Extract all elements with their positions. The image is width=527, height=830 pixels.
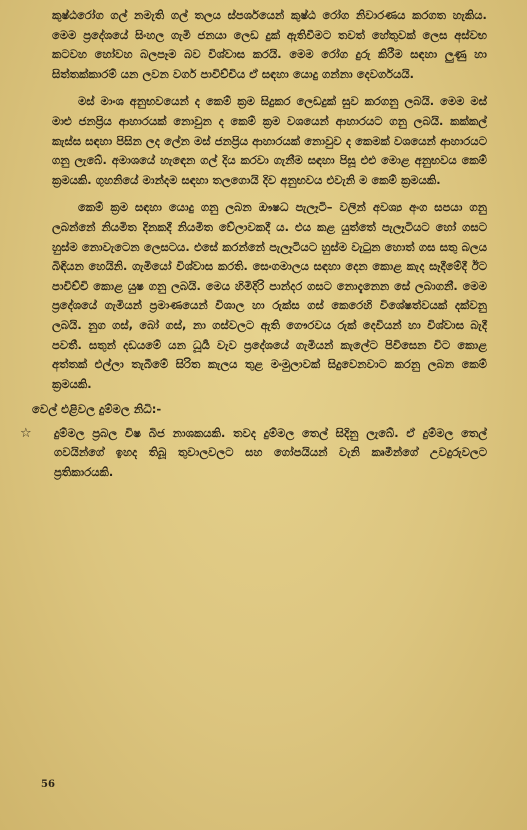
page-number: 56 — [41, 779, 55, 790]
star-icon: ☆ — [20, 425, 32, 441]
section-heading: වෙල් එළිවල දුම්මල නිධි:- — [32, 402, 162, 417]
bullet-text: දුම්මල ප්‍රබල විෂ බිජ නාශකයකි. තවද දුම්මල තෙල් සිදිනු ලැබේ. ඒ දුම්මල තෙල් ගවයින්ගේ ඉහද තිබූ තුවාලවලට සහ ගෝපයියන් වැනි කෘමීන්ගේ උවදුරුවලට ප්‍රතිකාරයකි. — [54, 425, 487, 480]
paragraph-1: කුෂ්ඨරෝග ගල් නමැති ගල් තලය ස්පර්ශයෙන් කුෂ්ඨ රෝග නිවාරණය කරගත හැකිය. මෙම ප්‍රදේශයේ සිංහල ගැමි ජනයා ලෙඩ දුක් ඇතිවීමට තවත් හේතුවක් ලෙස අස්වභ කටවහ හෝවහ බලපෑම බව විශ්වාස කරයි. මෙම රෝග දුරු කිරීම සඳහා ලුණු හා සිත්තක්කාරම් යන ලවන වර්ග පාවිච්චිය ඒ සඳහා යොදු ගන්නා දෙවර්ගයයි. — [52, 8, 487, 81]
paragraph-gap — [52, 84, 487, 92]
paragraph-3: කෙම් ක්‍රම සඳහා යොදු ගනු ලබන ඖෂධ පැලෑටි– වලින් අවශ්‍ය අංග සපයා ගනු ලබන්නේ නියමිත දිනකදී නියමිත වේලාවකදී ය. එය කළ යුත්තේ පැලෑටියට හෝ ගසට හුස්ම නොවැටෙන ලෙසටය. එසේ කරන්නේ පැලෑටියට හුස්ම වැටුන හොත් ගස සතු බලය බිඳියන හෙයිනි. ගැමියෝ විශ්වාස කරති. සෙංගමාලය සඳහා දෙන කොළ කැද සෑදීමේදී ඊට පාවිච්චි කොළ යුෂ ගනු ලබයි. මෙය හිමිදිරි පාන්දර ගසට නොදැනෙන සේ ලබාගනී. මෙම ප්‍රදේශයේ ගැමියන් ප්‍රමාණයෙන් විශාල හා රුක්ස ගස් කෙරෙහි විශේෂත්වයක් දක්වනු ලබයි. නුග ගස්, බෝ ගස්, නා ගස්වලට ඇති ගෞරවය රුක් දෙවියන් හා විශ්වාස බැදී පවතී. සතුන් දඩයමේ යන ධූර්‍ය වැව ප්‍රදේශයේ ගැමියන් කැලේට පිවිසෙන විට කොළ අත්තක් එල්ලා තැබීමේ සිරිත කැලය තුළ මංමුලාවක් සිදුවෙනවාට කරනු ලබන කෙම් ක්‍රමයකි. — [52, 200, 487, 391]
bullet-item — [18, 424, 487, 483]
paragraph-gap — [52, 190, 487, 198]
paragraph-2: මස් මාංශ අනුභවයෙන් ද කෙම් ක්‍රම සිදුකර ලෙඩදුක් සුව කරගනු ලබයි. මෙම මස් මාළු ජනප්‍රිය ආහාරයක් නොවුන ද කෙම් ක්‍රම වශයෙන් ආහාරයට ගනු ලබයි. කක්කල් කැස්ස සඳහා පිසින ලද ලේන මස් ජනප්‍රිය ආහාරයක් නොවුව ද කෙමක් වශයෙන් ආහාරයට ගනු ලැබේ. අමාශයේ හැඳෙන ගල් දිය කරවා ගැනීම සඳහා පිසූ එළු මොළ අනුභවය කෙම් ක්‍රමයකි. ගුහනියේ මාන්දම සඳහා තලගොයි දිව අනුභවය එවැනි ම කෙම් ක්‍රමයකි. — [52, 94, 487, 187]
